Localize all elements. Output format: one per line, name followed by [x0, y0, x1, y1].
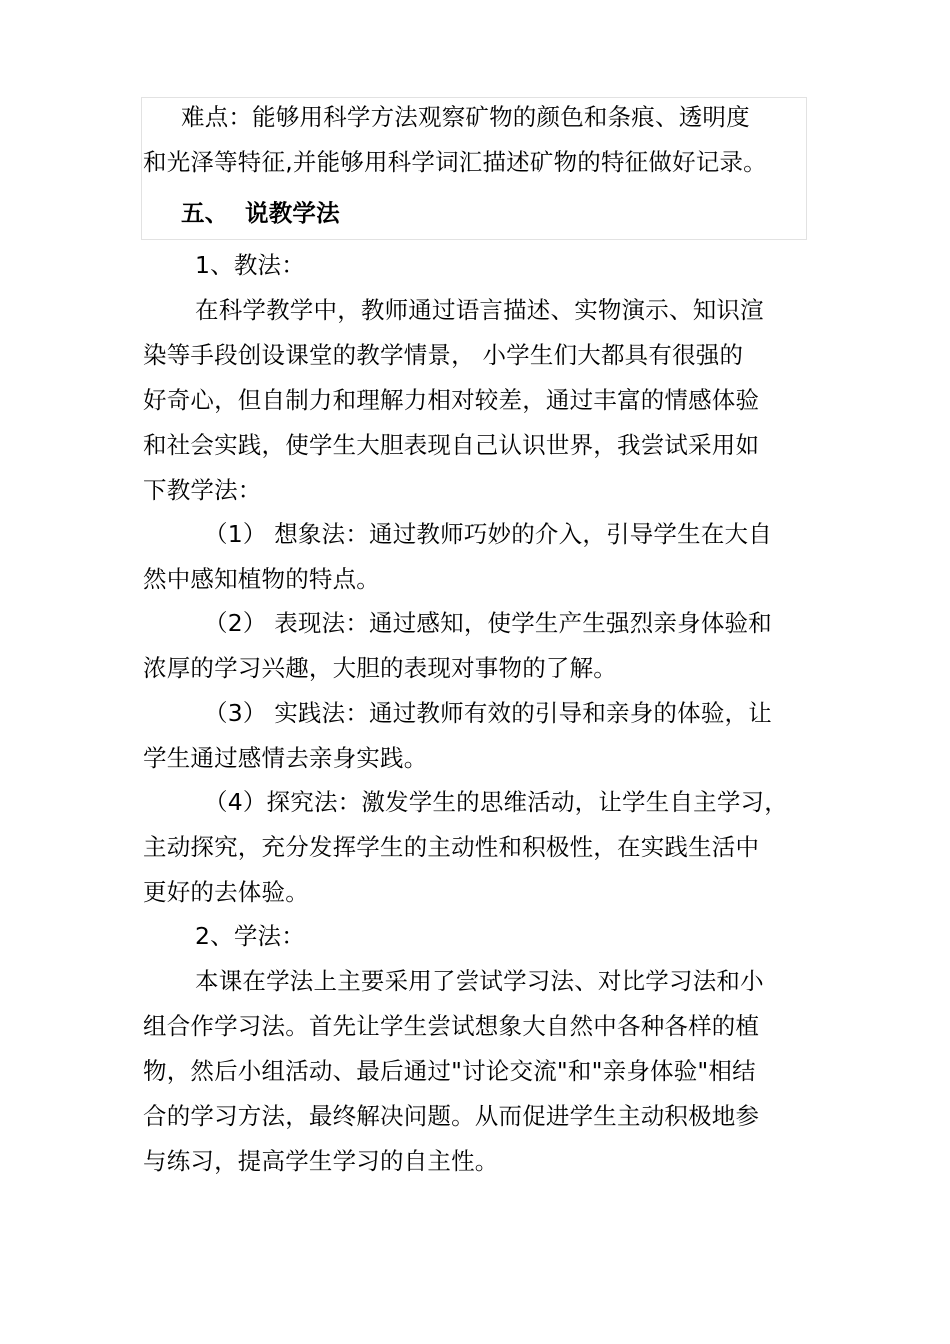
teaching-intro-line: 和社会实践，使学生大胆表现自己认识世界，我尝试采用如 — [143, 431, 760, 459]
difficulty-line-2: 和光泽等特征,并能够用科学词汇描述矿物的特征做好记录。 — [143, 148, 767, 176]
method-item-2-line: 浓厚的学习兴趣，大胆的表现对事物的了解。 — [143, 654, 617, 682]
learning-body-line: 本课在学法上主要采用了尝试学习法、对比学习法和小 — [195, 967, 764, 995]
learning-body-line: 合的学习方法，最终解决问题。从而促进学生主动积极地参 — [143, 1102, 760, 1130]
teaching-intro-line: 染等手段创设课堂的教学情景， 小学生们大都具有很强的 — [143, 341, 744, 369]
method-item-4-line: 更好的去体验。 — [143, 878, 309, 906]
difficulty-line-1: 难点：能够用科学方法观察矿物的颜色和条痕、透明度 — [181, 103, 750, 131]
method-item-4-line: （4）探究法：激发学生的思维活动，让学生自主学习， — [204, 788, 788, 816]
section-title: 说教学法 — [245, 199, 340, 227]
learning-body-line: 物，然后小组活动、最后通过"讨论交流"和"亲身体验"相结 — [143, 1057, 756, 1085]
teaching-method-label: 1、教法： — [195, 251, 305, 279]
teaching-intro-line: 好奇心，但自制力和理解力相对较差，通过丰富的情感体验 — [143, 386, 760, 414]
method-item-4-line: 主动探究，充分发挥学生的主动性和积极性，在实践生活中 — [143, 833, 760, 861]
learning-body-line: 组合作学习法。首先让学生尝试想象大自然中各种各样的植 — [143, 1012, 760, 1040]
teaching-intro-line: 下教学法： — [143, 476, 262, 504]
learning-method-label: 2、学法： — [195, 922, 305, 950]
method-item-3-line: （3） 实践法：通过教师有效的引导和亲身的体验，让 — [204, 699, 772, 727]
method-item-2-line: （2） 表现法：通过感知，使学生产生强烈亲身体验和 — [204, 609, 772, 637]
teaching-intro-line: 在科学教学中，教师通过语言描述、实物演示、知识渲 — [195, 296, 764, 324]
learning-body-line: 与练习，提高学生学习的自主性。 — [143, 1147, 499, 1175]
method-item-1-line: 然中感知植物的特点。 — [143, 565, 380, 593]
section-heading — [181, 191, 861, 236]
method-item-3-line: 学生通过感情去亲身实践。 — [143, 744, 428, 772]
method-item-1-line: （1） 想象法：通过教师巧妙的介入，引导学生在大自 — [204, 520, 772, 548]
section-number: 五、 — [181, 199, 229, 227]
